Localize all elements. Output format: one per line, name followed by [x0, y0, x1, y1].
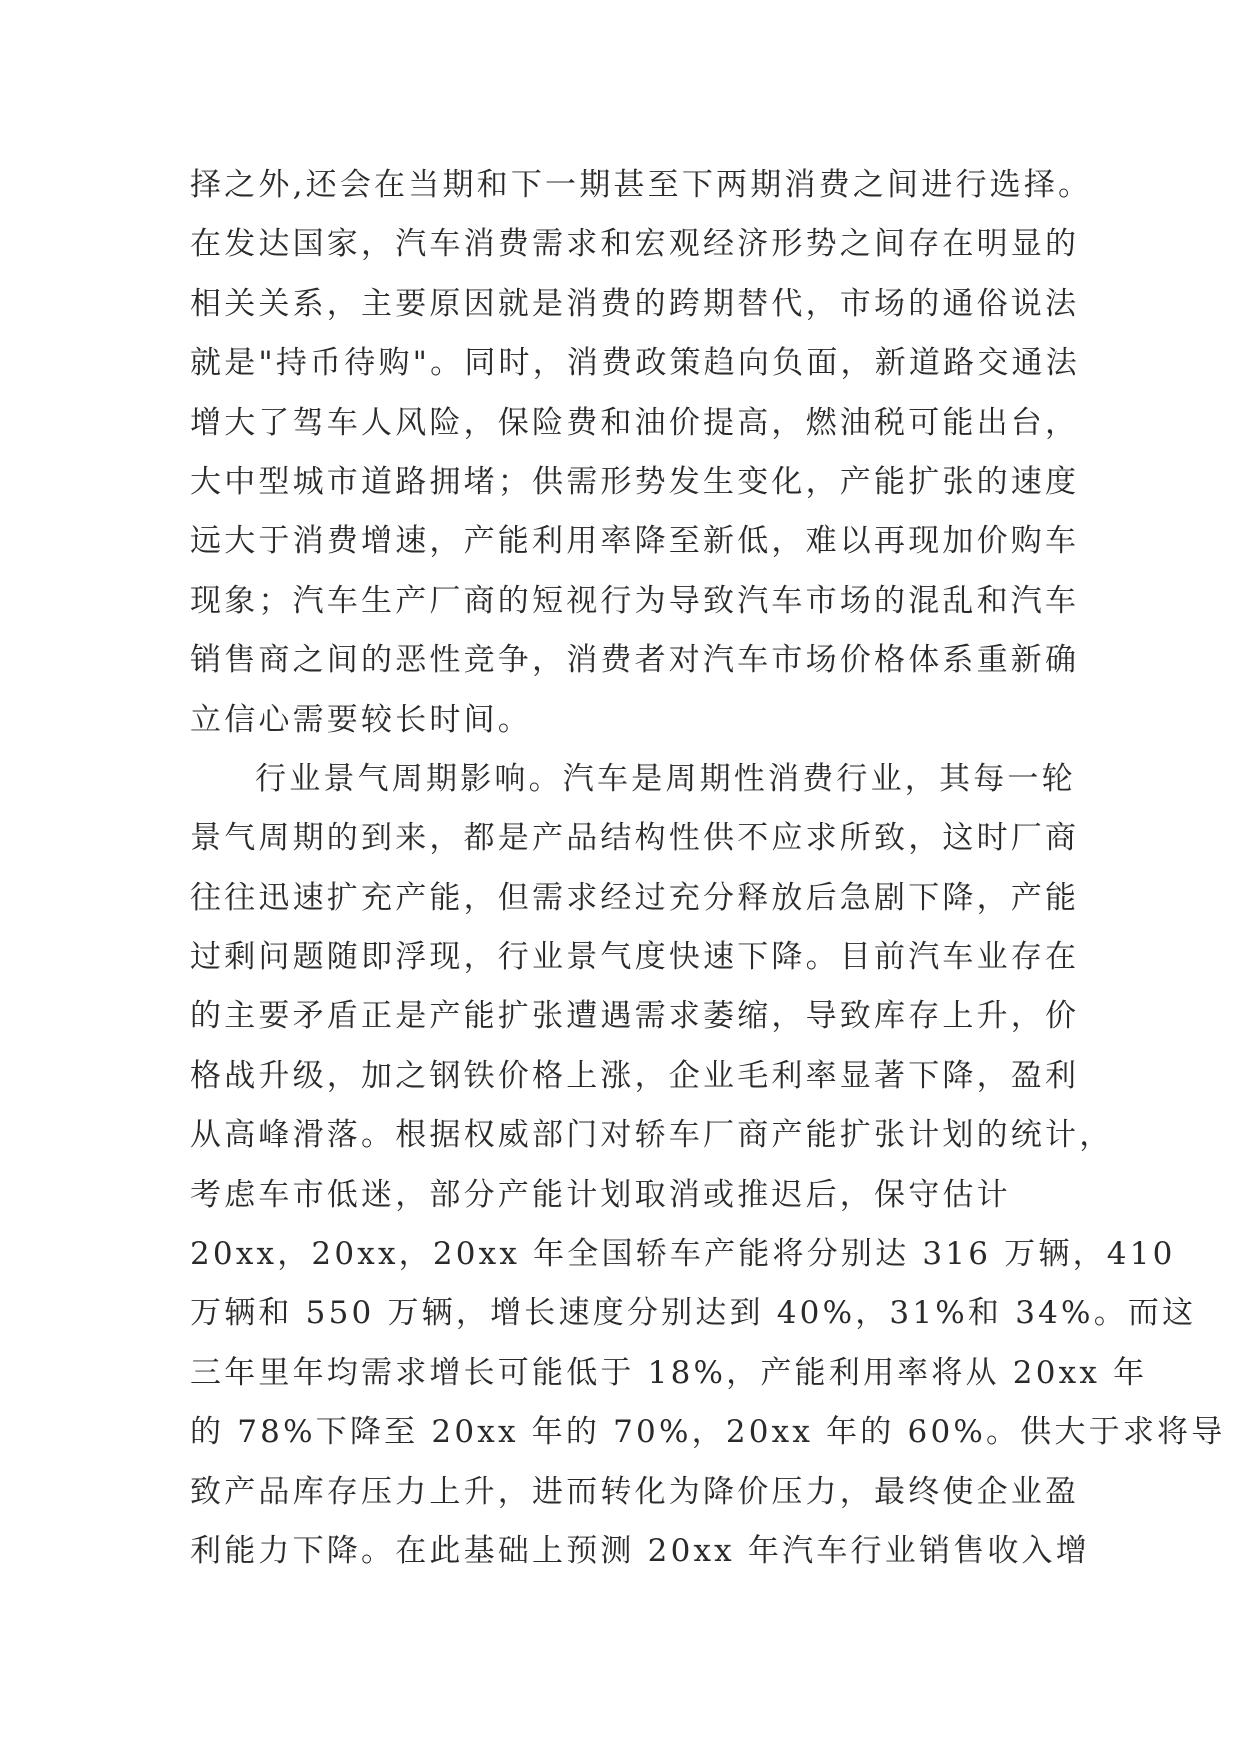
paragraph-line: 增大了驾车人风险，保险费和油价提高，燃油税可能出台，	[190, 404, 1080, 441]
paragraph-line: 的 78%下降至 20xx 年的 70%，20xx 年的 60%。供大于求将导	[190, 1414, 1226, 1451]
paragraph-line: 就是"持币待购"。同时，消费政策趋向负面，新道路交通法	[190, 345, 1080, 382]
paragraph-line: 大中型城市道路拥堵；供需形势发生变化，产能扩张的速度	[190, 463, 1080, 500]
paragraph-line: 相关关系，主要原因就是消费的跨期替代，市场的通俗说法	[190, 285, 1080, 322]
paragraph-1	[190, 156, 1093, 750]
paragraph-line: 择之外,还会在当期和下一期甚至下两期消费之间进行选择。	[190, 167, 1093, 203]
paragraph-line: 过剩问题随即浮现，行业景气度快速下降。目前汽车业存在	[190, 939, 1080, 976]
paragraph-2	[190, 750, 1226, 1581]
paragraph-line: 万辆和 550 万辆，增长速度分别达到 40%，31%和 34%。而这	[190, 1295, 1197, 1332]
paragraph-line: 20xx，20xx，20xx 年全国轿车产能将分别达 316 万辆，410	[190, 1236, 1176, 1273]
paragraph-line: 致产品库存压力上升，进而转化为降价压力，最终使企业盈	[190, 1473, 1080, 1510]
paragraph-line: 在发达国家，汽车消费需求和宏观经济形势之间存在明显的	[190, 226, 1080, 263]
paragraph-line: 行业景气周期影响。汽车是周期性消费行业，其每一轮	[255, 760, 1076, 797]
paragraph-line: 从高峰滑落。根据权威部门对轿车厂商产能扩张计划的统计，	[190, 1117, 1114, 1154]
paragraph-line: 销售商之间的恶性竞争，消费者对汽车市场价格体系重新确	[190, 642, 1080, 679]
paragraph-line: 现象；汽车生产厂商的短视行为导致汽车市场的混乱和汽车	[190, 582, 1080, 619]
paragraph-line: 景气周期的到来，都是产品结构性供不应求所致，这时厂商	[190, 820, 1080, 857]
document-body	[190, 156, 1226, 1581]
paragraph-line: 考虑车市低迷，部分产能计划取消或推迟后，保守估计	[190, 1176, 1011, 1213]
paragraph-line: 远大于消费增速，产能利用率降至新低，难以再现加价购车	[190, 523, 1080, 560]
paragraph-line: 利能力下降。在此基础上预测 20xx 年汽车行业销售收入增	[190, 1532, 1090, 1569]
paragraph-line: 格战升级，加之钢铁价格上涨，企业毛利率显著下降，盈利	[190, 1057, 1080, 1094]
paragraph-line: 往往迅速扩充产能，但需求经过充分释放后急剧下降，产能	[190, 879, 1080, 916]
paragraph-line: 三年里年均需求增长可能低于 18%，产能利用率将从 20xx 年	[190, 1354, 1148, 1391]
paragraph-line: 立信心需要较长时间。	[190, 701, 532, 738]
paragraph-line: 的主要矛盾正是产能扩张遭遇需求萎缩，导致库存上升，价	[190, 998, 1080, 1035]
